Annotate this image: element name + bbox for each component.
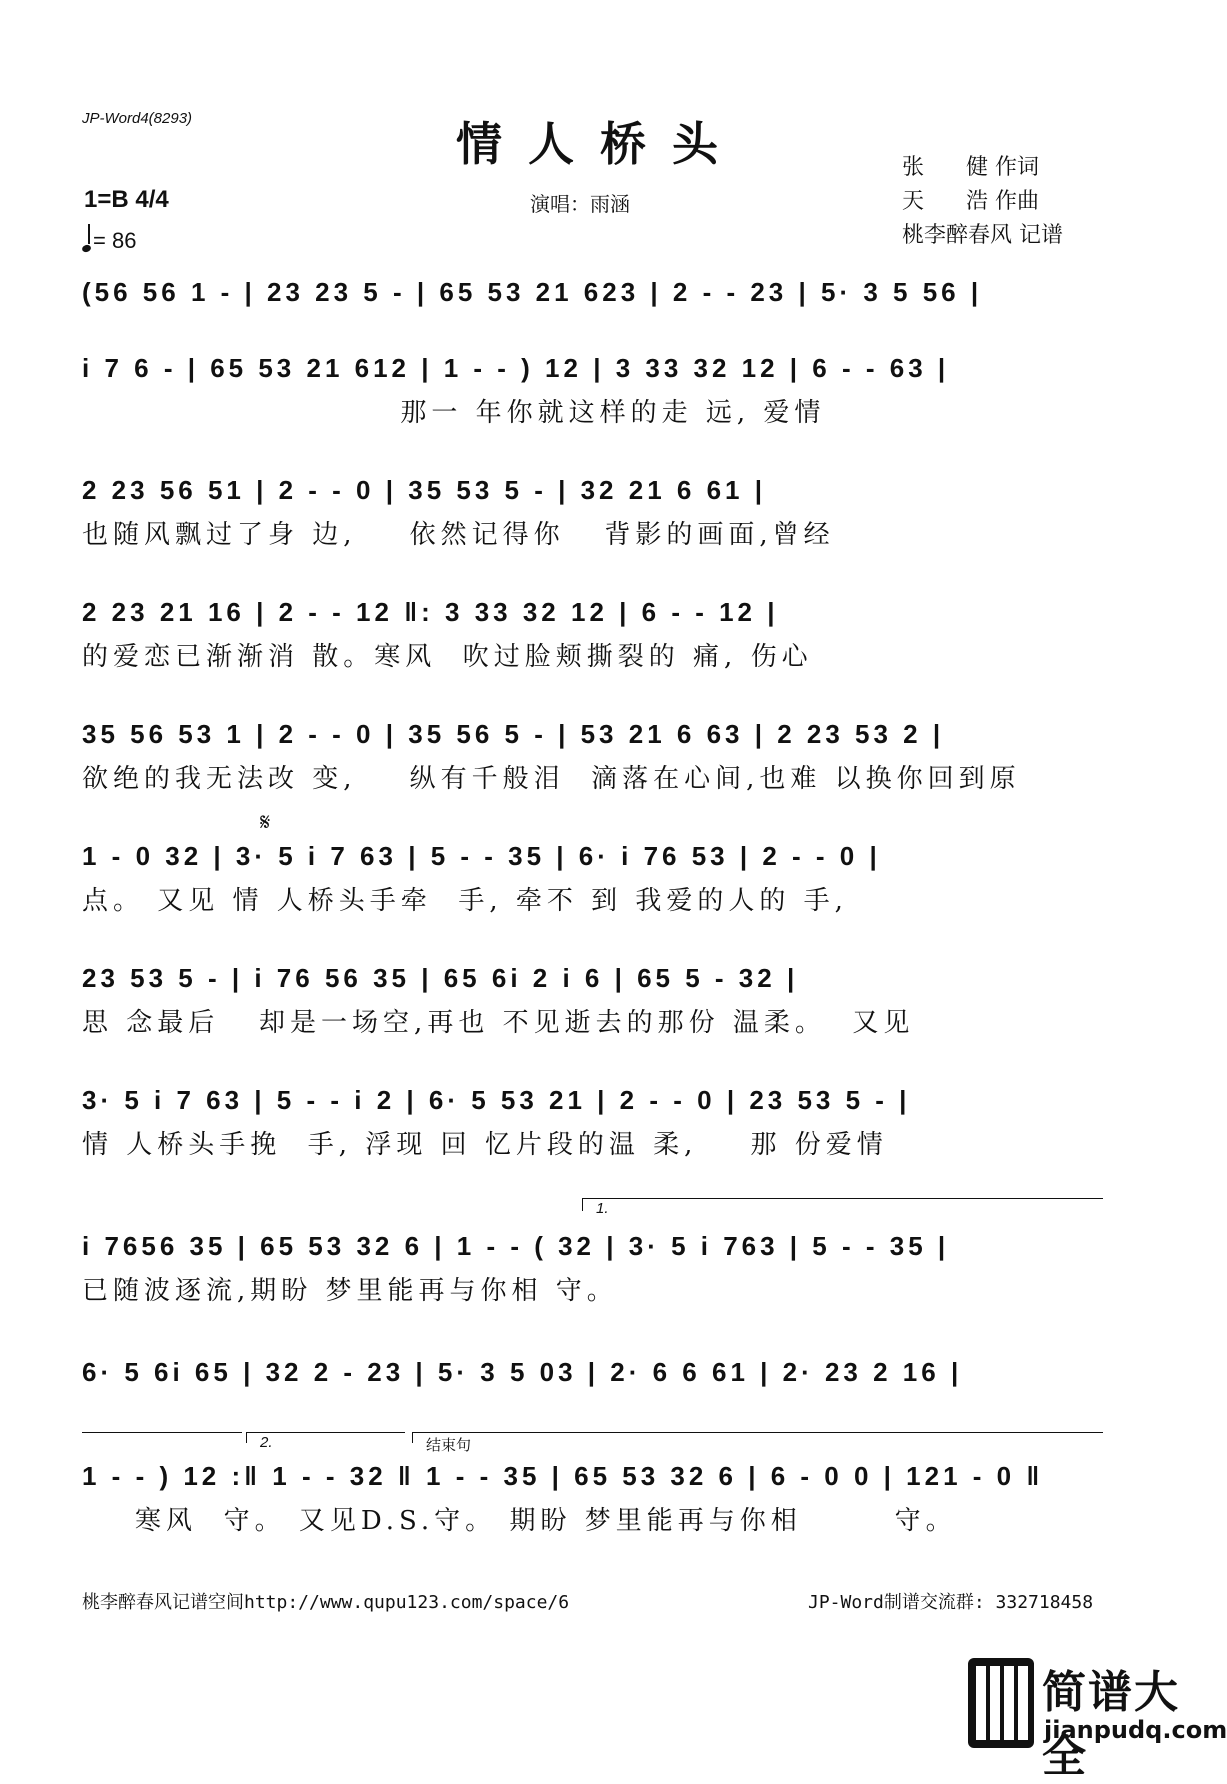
singer-credit: 演唱：雨涵 [530, 192, 630, 216]
notes-line: 3· 5 i 7 63 | 5 - - i 2 | 6· 5 53 21 | 2 - - 0 | 23 53 5 - | [82, 1085, 911, 1115]
tempo-marking [82, 228, 136, 254]
ending-label: 结束句 [426, 1436, 472, 1454]
lyrics-line: 思 念最后 却是一场空,再也 不见逝去的那份 温柔。 又见 [82, 1008, 915, 1038]
volta-2-label: 2. [260, 1434, 273, 1451]
song-title: 情人桥头 [456, 117, 744, 171]
note-stem-icon [88, 224, 90, 244]
quarter-note-icon [81, 244, 92, 254]
lyrics-line: 寒风 守。 又见D.S.守。 期盼 梦里能再与你相 守。 [82, 1506, 957, 1536]
footer-source: 桃李醉春风记谱空间http://www.qupu123.com/space/6 [82, 1592, 570, 1613]
footer-group: JP-Word制谱交流群: 332718458 [808, 1592, 1094, 1613]
transcriber-credit: 桃李醉春风 记谱 [902, 223, 1063, 248]
lyrics-line: 的爱恋已渐渐消 散。寒风 吹过脸颊撕裂的 痛, 伤心 [82, 642, 813, 672]
lyrics-line: 情 人桥头手挽 手, 浮现 回 忆片段的温 柔, 那 份爱情 [82, 1130, 888, 1160]
software-label: JP-Word4(8293) [82, 110, 193, 127]
volta-1-label: 1. [596, 1200, 609, 1217]
lyrics-line: 点。 又见 情 人桥头手牵 手, 牵不 到 我爱的人的 手, [82, 886, 848, 916]
piano-keys-icon [968, 1658, 1034, 1748]
logo-name: 简谱大全 [1042, 1667, 1180, 1782]
volta-bracket-1 [582, 1198, 1103, 1211]
notes-line: 6· 5 6i 65 | 32 2 - 23 | 5· 3 5 03 | 2· 6 6 61 | 2· 23 2 16 | [82, 1357, 963, 1387]
site-logo [968, 1652, 1227, 1782]
key-signature: 1=B 4/4 [84, 186, 169, 213]
segno-sign: 𝄋 [260, 808, 271, 836]
notes-line: 1 - - ) 12 :‖ 1 - - 32 ‖ 1 - - 35 | 65 53 32 6 | 6 - 0 0 | 121 - 0 ‖ [82, 1461, 1044, 1491]
notes-line: i 7 6 - | 65 53 21 612 | 1 - - ) 12 | 3 33 32 12 | 6 - - 63 | [82, 353, 950, 383]
lyricist-credit: 张 健 作词 [902, 155, 1039, 180]
notes-line: (56 56 1 - | 23 23 5 - | 65 53 21 623 | 2 - - 23 | 5· 3 5 56 | [82, 277, 983, 307]
composer-credit: 天 浩 作曲 [902, 189, 1039, 214]
lyrics-line: 已随波逐流,期盼 梦里能再与你相 守。 [82, 1276, 618, 1306]
notes-line: 2 23 56 51 | 2 - - 0 | 35 53 5 - | 32 21 6 61 | [82, 475, 766, 505]
notes-line: 35 56 53 1 | 2 - - 0 | 35 56 5 - | 53 21 6 63 | 2 23 53 2 | [82, 719, 945, 749]
notes-line: 2 23 21 16 | 2 - - 12 ‖: 3 33 32 12 | 6 - - 12 | [82, 597, 779, 627]
notes-line: i 7656 35 | 65 53 32 6 | 1 - - ( 32 | 3· 5 i 763 | 5 - - 35 | [82, 1231, 950, 1261]
lyrics-line: 欲绝的我无法改 变, 纵有千般泪 滴落在心间,也难 以换你回到原 [82, 764, 1021, 794]
volta-1-continuation-line [82, 1432, 242, 1433]
notes-line: 23 53 5 - | i 76 56 35 | 65 6i 2 i 6 | 65 5 - 32 | [82, 963, 799, 993]
lyrics-line: 那一 年你就这样的走 远, 爱情 [82, 398, 826, 428]
tempo-value: = 86 [93, 228, 137, 253]
notes-line: 1 - 0 32 | 3· 5 i 7 63 | 5 - - 35 | 6· i 76 53 | 2 - - 0 | [82, 841, 881, 871]
lyrics-line: 也随风飘过了身 边, 依然记得你 背影的画面,曾经 [82, 520, 835, 550]
logo-url: jianpudq.com [1044, 1716, 1227, 1744]
ending-bracket [412, 1432, 1103, 1443]
